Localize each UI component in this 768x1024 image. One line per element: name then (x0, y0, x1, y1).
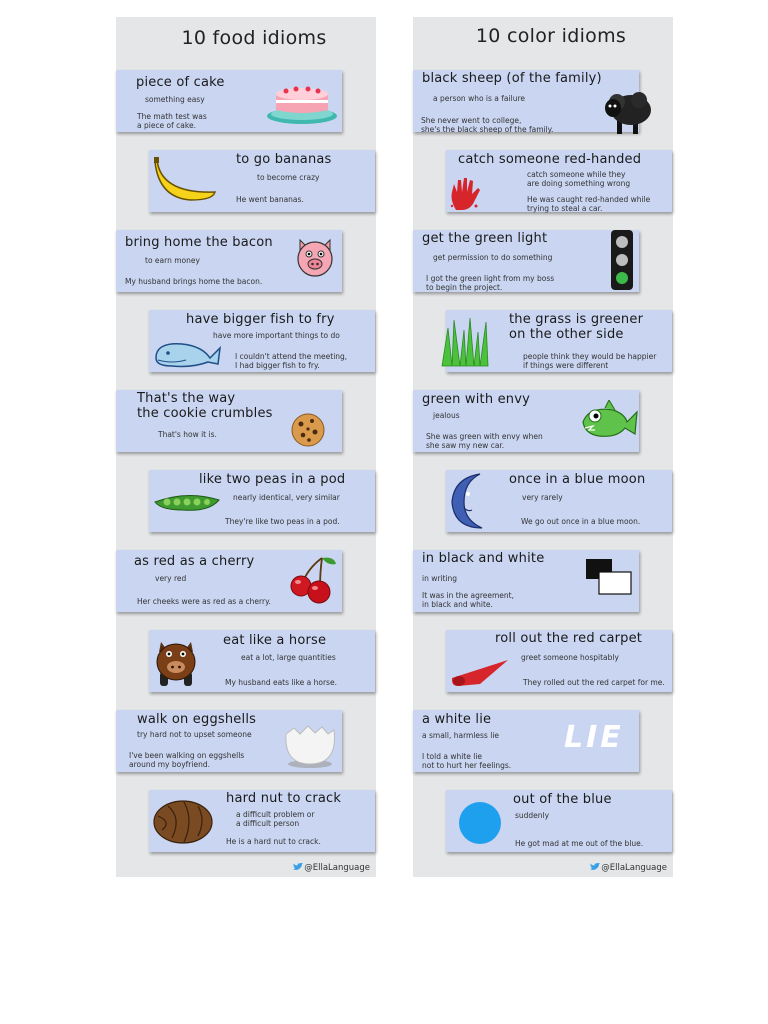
idiom-meaning: get permission to do something (433, 253, 553, 262)
idiom-example: My husband brings home the bacon. (125, 277, 263, 286)
idiom-meaning: to earn money (145, 256, 200, 265)
peapod-icon (153, 492, 221, 514)
idiom-title: have bigger fish to fry (186, 312, 335, 327)
idiom-meaning: a person who is a failure (433, 94, 525, 103)
idiom-card (446, 150, 672, 212)
moon-icon (446, 470, 502, 532)
idiom-example: We go out once in a blue moon. (521, 517, 641, 526)
idiom-meaning: jealous (433, 411, 460, 420)
idiom-meaning: suddenly (515, 811, 550, 820)
idiom-title: out of the blue (513, 792, 612, 807)
idiom-meaning: very red (155, 574, 187, 583)
idiom-card (149, 470, 375, 532)
idiom-title: to go bananas (236, 152, 332, 167)
idiom-meaning: have more important things to do (213, 331, 340, 340)
panel-title: 10 color idioms (475, 25, 627, 47)
eggshell-icon (282, 720, 338, 770)
idiom-meaning: try hard not to upset someone (137, 730, 252, 739)
idiom-meaning: greet someone hospitably (521, 653, 619, 662)
pig-icon (294, 236, 336, 280)
idiom-title: piece of cake (136, 75, 225, 90)
idiom-card (446, 470, 672, 532)
idiom-card (413, 710, 639, 772)
idiom-title: as red as a cherry (134, 554, 255, 569)
idiom-example: I got the green light from my boss to begin the project. (426, 274, 555, 292)
idiom-example: She was green with envy when she saw my new car. (426, 432, 543, 450)
idiom-meaning: in writing (422, 574, 458, 583)
idiom-title: That's the way the cookie crumbles (137, 391, 273, 421)
idiom-card (413, 230, 639, 292)
idiom-title: like two peas in a pod (199, 472, 346, 487)
green-fish-icon (579, 400, 639, 444)
idiom-example: My husband eats like a horse. (225, 678, 337, 687)
idiom-example: I've been walking on eggshells around my boyfriend. (129, 751, 245, 769)
idiom-example: I couldn't attend the meeting, I had bigger fish to fry. (235, 352, 348, 370)
idiom-card (446, 790, 672, 852)
idiom-card (116, 70, 342, 132)
idiom-meaning: eat a lot, large quantities (241, 653, 336, 662)
lie-text-icon: LIE (564, 720, 624, 755)
blue-circle-icon (458, 801, 502, 845)
red-hand-icon (448, 176, 484, 212)
idiom-meaning: catch someone while they are doing something wrong (527, 170, 631, 188)
black-white-squares-icon (585, 558, 633, 598)
idiom-example: They rolled out the red carpet for me. (523, 678, 665, 687)
idiom-title: black sheep (of the family) (422, 71, 602, 86)
idiom-example: I told a white lie not to hurt her feelings. (422, 752, 512, 770)
red-carpet-icon (450, 656, 510, 688)
grass-icon (438, 316, 494, 368)
idiom-example: She never went to college, she's the black sheep of the family. (421, 116, 554, 134)
idiom-card (413, 70, 639, 132)
idiom-example: He got mad at me out of the blue. (515, 839, 644, 848)
twitter-handle-text: @EllaLanguage (601, 863, 667, 873)
idiom-example: He went bananas. (236, 195, 304, 204)
idiom-card (149, 630, 375, 692)
whale-icon (152, 336, 224, 370)
idiom-title: in black and white (422, 551, 545, 566)
idiom-example: Her cheeks were as red as a cherry. (137, 597, 271, 606)
idiom-card (446, 630, 672, 692)
idiom-title: once in a blue moon (509, 472, 646, 487)
idiom-example: He was caught red-handed while trying to steal a car. (527, 195, 651, 213)
twitter-handle-text: @EllaLanguage (304, 863, 370, 873)
idiom-title: get the green light (422, 231, 548, 246)
idiom-meaning: a small, harmless lie (422, 731, 500, 740)
idiom-example: It was in the agreement, in black and white. (422, 591, 514, 609)
idiom-meaning: That's how it is. (158, 430, 217, 439)
idiom-card (116, 550, 342, 612)
idiom-title: hard nut to crack (226, 791, 342, 806)
idiom-title: roll out the red carpet (495, 631, 643, 646)
color-idioms-panel (413, 17, 673, 877)
idiom-meaning: nearly identical, very similar (233, 493, 340, 502)
idiom-card (446, 310, 672, 372)
twitter-bird-icon (589, 863, 600, 871)
idiom-title: green with envy (422, 392, 531, 407)
sheep-icon (603, 86, 653, 138)
cookie-icon (290, 412, 326, 448)
banana-icon (151, 156, 219, 204)
idiom-title: catch someone red-handed (458, 152, 642, 167)
twitter-handle (292, 863, 370, 873)
idiom-example: He is a hard nut to crack. (226, 837, 321, 846)
twitter-handle (589, 863, 667, 873)
idiom-example: They're like two peas in a pod. (225, 517, 340, 526)
idiom-card (116, 390, 342, 452)
idiom-meaning: very rarely (522, 493, 563, 502)
traffic-light-icon (609, 228, 635, 292)
idiom-title: walk on eggshells (137, 712, 257, 727)
idiom-meaning: something easy (145, 95, 205, 104)
twitter-bird-icon (292, 863, 303, 871)
idiom-card (149, 790, 375, 852)
idiom-card (413, 390, 639, 452)
food-idioms-panel (116, 17, 376, 877)
idiom-example: The math test was a piece of cake. (137, 112, 207, 130)
idiom-card (413, 550, 639, 612)
panel-title: 10 food idioms (181, 27, 327, 49)
cherry-icon (288, 554, 338, 604)
idiom-meaning: to become crazy (257, 173, 320, 182)
walnut-icon (152, 798, 214, 846)
idiom-card (149, 150, 375, 212)
idiom-card (116, 230, 342, 292)
idiom-card (149, 310, 375, 372)
horse-icon (153, 636, 199, 688)
idiom-title: bring home the bacon (125, 235, 273, 250)
idiom-example: people think they would be happier if things were different (523, 352, 657, 370)
idiom-title: eat like a horse (223, 633, 327, 648)
idiom-meaning: a difficult problem or a difficult person (236, 810, 315, 828)
idiom-title: a white lie (422, 712, 492, 727)
idiom-title: the grass is greener on the other side (509, 312, 644, 342)
cake-icon (266, 78, 338, 126)
idiom-card (116, 710, 342, 772)
